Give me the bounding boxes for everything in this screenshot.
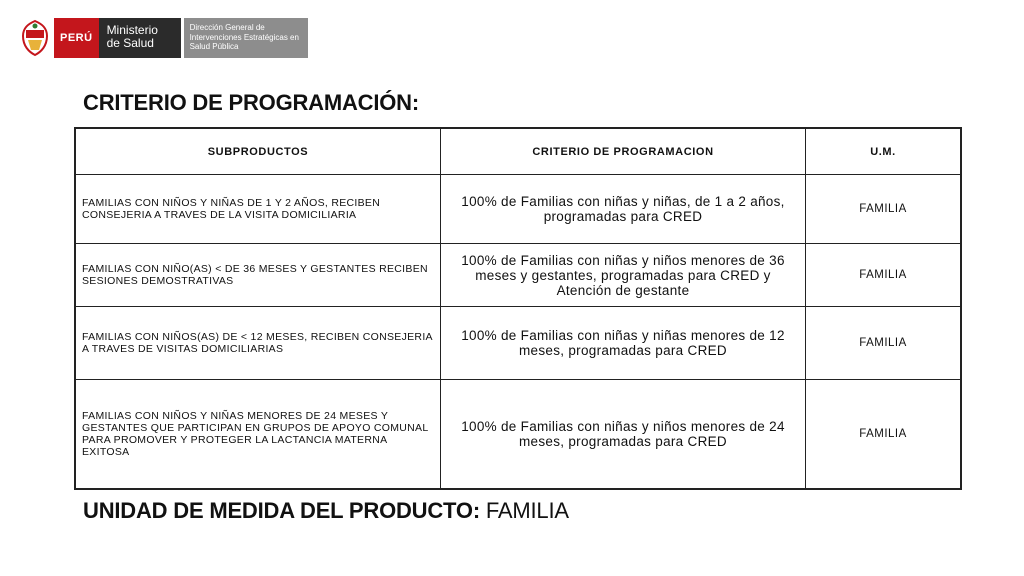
- peru-label: PERÚ: [54, 18, 99, 58]
- cell-um: FAMILIA: [806, 380, 962, 490]
- cell-um: FAMILIA: [806, 175, 962, 244]
- table-header-row: [75, 128, 961, 175]
- cell-criterio: 100% de Familias con niñas y niñas, de 1 a 2 años, programadas para CRED: [441, 175, 806, 244]
- cell-subproducto: FAMILIAS CON NIÑOS(AS) DE < 12 MESES, RECIBEN CONSEJERIA A TRAVES DE VISITAS DOMICILIARIAS: [75, 307, 441, 380]
- page-title: CRITERIO DE PROGRAMACIÓN:: [83, 90, 420, 115]
- ministry-logo: [20, 18, 308, 58]
- cell-subproducto: FAMILIAS CON NIÑOS Y NIÑAS MENORES DE 24 MESES Y GESTANTES QUE PARTICIPAN EN GRUPOS DE APOYO COMUNAL PARA PROMOVER Y PROTEGER LA LACTANCIA MATERNA EXITOSA: [75, 380, 441, 490]
- table-row: [75, 244, 961, 307]
- ministry-label: Ministerio de Salud: [99, 18, 181, 58]
- table-row: [75, 307, 961, 380]
- cell-criterio: 100% de Familias con niñas y niñas menores de 12 meses, programadas para CRED: [441, 307, 806, 380]
- cell-criterio: 100% de Familias con niñas y niños menores de 24 meses, programadas para CRED: [441, 380, 806, 490]
- column-header-um: U.M.: [806, 128, 962, 175]
- cell-um: FAMILIA: [806, 244, 962, 307]
- column-header-subproductos: SUBPRODUCTOS: [75, 128, 441, 175]
- cell-subproducto: FAMILIAS CON NIÑO(AS) < DE 36 MESES Y GESTANTES RECIBEN SESIONES DEMOSTRATIVAS: [75, 244, 441, 307]
- programming-criteria-table: [74, 127, 962, 490]
- product-unit-value: FAMILIA: [479, 498, 569, 523]
- cell-um: FAMILIA: [806, 307, 962, 380]
- column-header-criterio: CRITERIO DE PROGRAMACION: [441, 128, 806, 175]
- product-unit-line: [83, 498, 569, 524]
- table-row: [75, 380, 961, 490]
- direction-label: Dirección General de Intervenciones Estratégicas en Salud Pública: [184, 18, 308, 58]
- cell-criterio: 100% de Familias con niñas y niños menores de 36 meses y gestantes, programadas para CRED y Atención de gestante: [441, 244, 806, 307]
- peru-coat-of-arms-icon: [20, 18, 50, 58]
- cell-subproducto: FAMILIAS CON NIÑOS Y NIÑAS DE 1 Y 2 AÑOS, RECIBEN CONSEJERIA A TRAVES DE LA VISITA DOMICILIARIA: [75, 175, 441, 244]
- product-unit-label: UNIDAD DE MEDIDA DEL PRODUCTO:: [83, 498, 480, 523]
- table-row: [75, 175, 961, 244]
